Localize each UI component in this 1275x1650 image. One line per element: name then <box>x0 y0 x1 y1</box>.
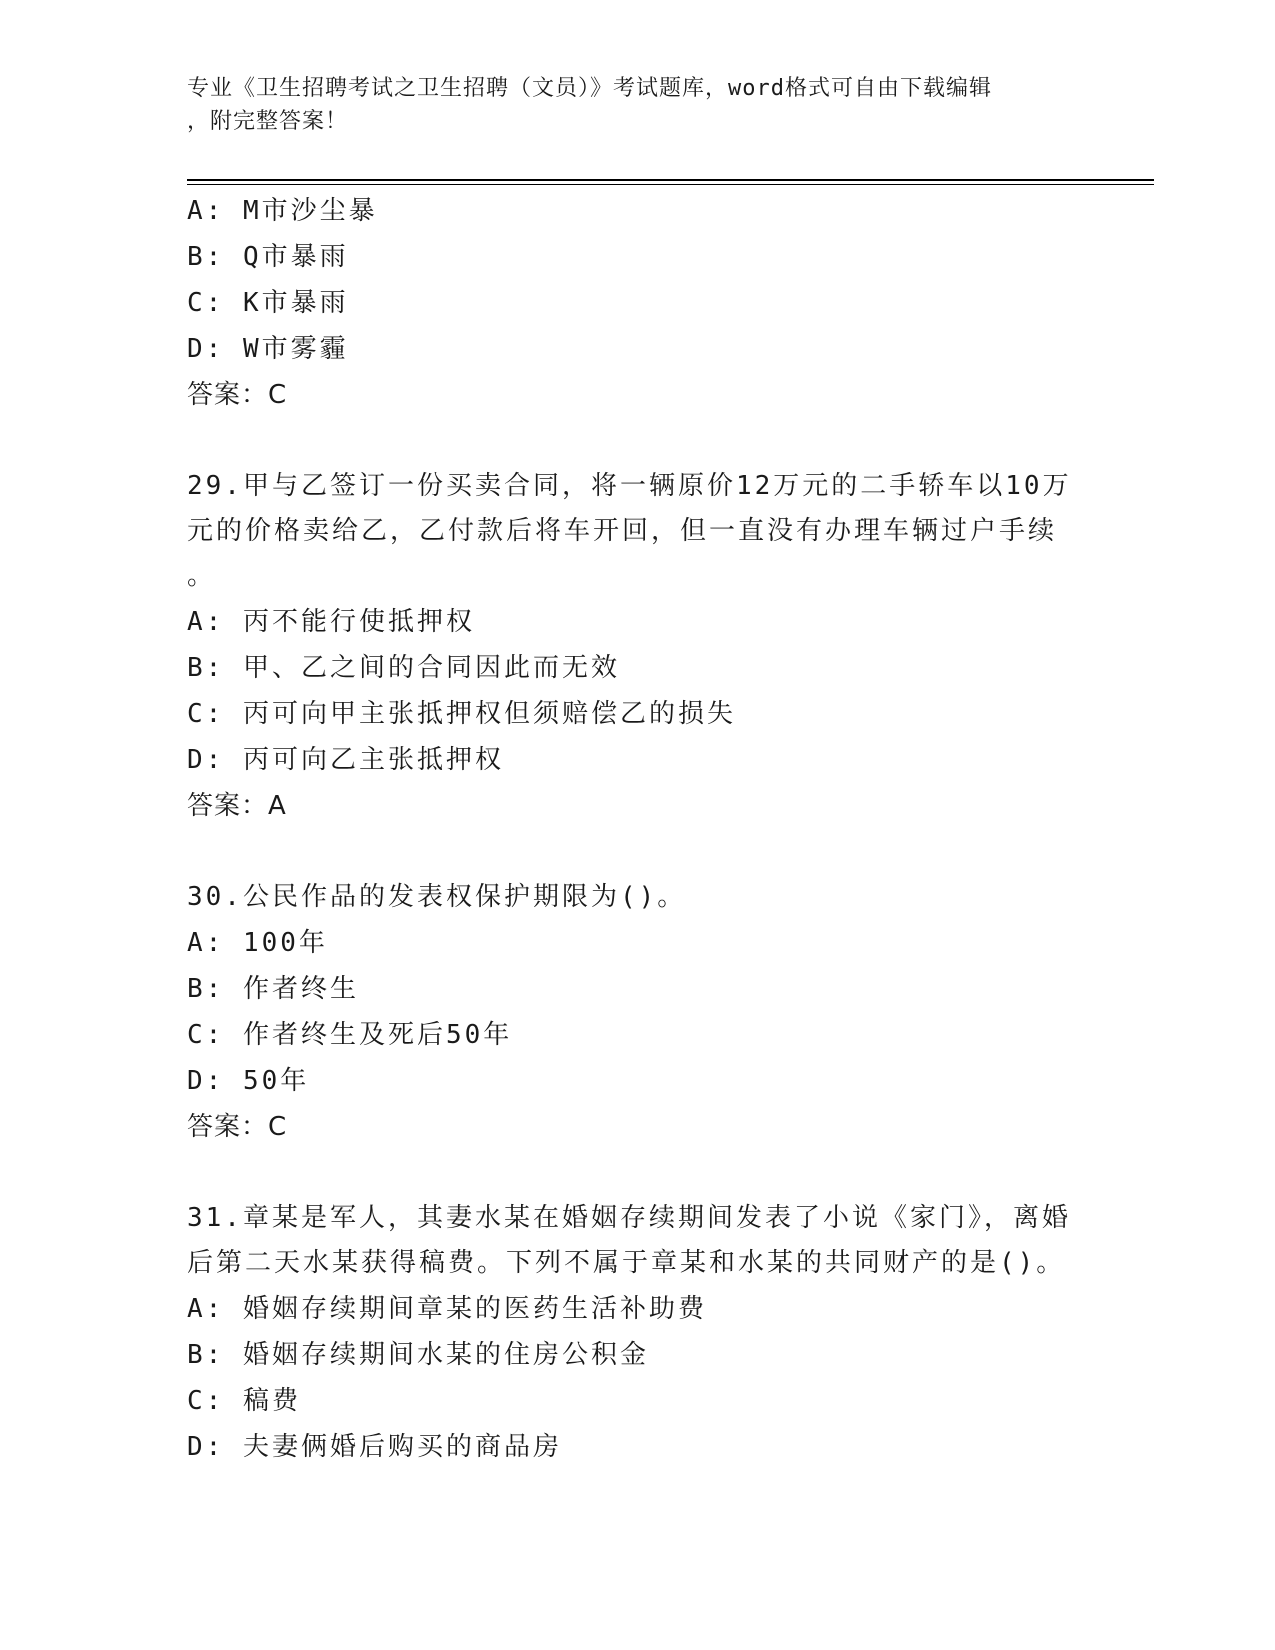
question-28 <box>187 188 1087 418</box>
question-29 <box>187 464 1087 829</box>
spacer <box>187 1150 1087 1196</box>
option-a: A: 婚姻存续期间章某的医药生活补助费 <box>187 1294 707 1324</box>
option-a: A: 丙不能行使抵押权 <box>187 607 475 637</box>
question-30 <box>187 875 1087 1150</box>
option-d: D: 50年 <box>187 1066 310 1096</box>
option-c: C: K市暴雨 <box>187 288 349 318</box>
option-d: D: 夫妻俩婚后购买的商品房 <box>187 1432 562 1462</box>
question-stem-line-3: 。 <box>187 561 217 591</box>
question-31 <box>187 1196 1087 1470</box>
spacer <box>187 829 1087 875</box>
header-line-1: 专业《卫生招聘考试之卫生招聘（文员）》考试题库，word格式可自由下载编辑 <box>187 76 992 101</box>
spacer <box>187 418 1087 464</box>
header-divider-thin <box>187 184 1154 185</box>
option-b: B: 甲、乙之间的合同因此而无效 <box>187 653 620 683</box>
option-d: D: 丙可向乙主张抵押权 <box>187 745 504 775</box>
option-a: A: 100年 <box>187 928 328 958</box>
header-line-2: ，附完整答案！ <box>187 109 349 134</box>
question-stem-line-1: 31.章某是军人，其妻水某在婚姻存续期间发表了小说《家门》，离婚 <box>187 1203 1071 1233</box>
question-stem-line-2: 后第二天水某获得稿费。下列不属于章某和水某的共同财产的是()。 <box>187 1248 1066 1278</box>
answer: 答案：A <box>187 791 287 821</box>
question-stem-line-1: 29.甲与乙签订一份买卖合同，将一辆原价12万元的二手轿车以10万 <box>187 471 1072 501</box>
header-divider-thick <box>187 179 1154 181</box>
option-c: C: 丙可向甲主张抵押权但须赔偿乙的损失 <box>187 699 736 729</box>
option-c: C: 稿费 <box>187 1386 301 1416</box>
question-stem-line-2: 元的价格卖给乙，乙付款后将车开回，但一直没有办理车辆过户手续 <box>187 516 1058 546</box>
answer: 答案：C <box>187 380 288 410</box>
answer: 答案：C <box>187 1112 288 1142</box>
option-a: A: M市沙尘暴 <box>187 196 378 226</box>
option-b: B: 婚姻存续期间水某的住房公积金 <box>187 1340 649 1370</box>
option-b: B: Q市暴雨 <box>187 242 349 272</box>
option-d: D: W市雾霾 <box>187 334 349 364</box>
option-b: B: 作者终生 <box>187 974 359 1004</box>
option-c: C: 作者终生及死后50年 <box>187 1020 513 1050</box>
question-stem-line-1: 30.公民作品的发表权保护期限为()。 <box>187 882 687 912</box>
document-header <box>187 72 1067 138</box>
question-list <box>187 188 1087 1470</box>
